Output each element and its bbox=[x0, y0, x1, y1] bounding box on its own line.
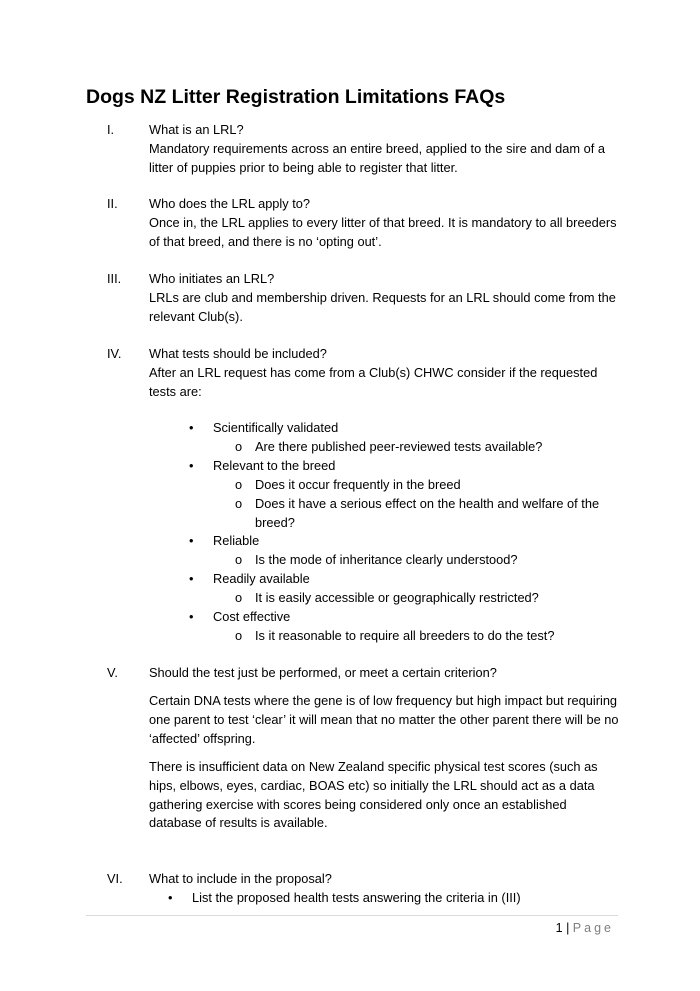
section-number: VI. bbox=[107, 871, 123, 886]
section-answer: After an LRL request has come from a Club(s) CHWC consider if the requested tests are: bbox=[149, 365, 598, 399]
section-question: Who does the LRL apply to? bbox=[149, 196, 311, 211]
criteria-item: • Readily available bbox=[213, 570, 310, 589]
page-label: Page bbox=[572, 921, 614, 935]
section-number: II. bbox=[107, 196, 118, 211]
section-paragraph: Certain DNA tests where the gene is of low frequency but high impact but requiring one parent to test ‘clear’ it will mean that no matter the other parent there will be no ‘affected’ offspring. bbox=[149, 693, 619, 746]
page-number: 1 bbox=[555, 921, 563, 935]
section-answer: Mandatory requirements across an entire breed, applied to the sire and dam of a litter of puppies prior to being able to register that litter. bbox=[149, 141, 605, 175]
document-title: Dogs NZ Litter Registration Limitations FAQs bbox=[86, 86, 506, 108]
section-question: What tests should be included? bbox=[149, 346, 327, 361]
criteria-subitem: o Does it have a serious effect on the health and welfare of the breed? bbox=[255, 495, 615, 533]
section-answer: LRLs are club and membership driven. Requests for an LRL should come from the relevant Club(s). bbox=[149, 290, 616, 324]
section-question: Should the test just be performed, or meet a certain criterion? bbox=[149, 665, 497, 680]
section-number: IV. bbox=[107, 346, 122, 361]
section-question: What to include in the proposal? bbox=[149, 871, 332, 886]
section-question: What is an LRL? bbox=[149, 122, 244, 137]
footer-separator: | bbox=[566, 921, 570, 935]
page-footer bbox=[556, 921, 614, 935]
section-paragraph: There is insufficient data on New Zealand specific physical test scores (such as hips, elbows, eyes, cardiac, BOAS etc) so initially the LRL should act as a data gathering exercise with scores being considered only once an established database of results is available. bbox=[149, 759, 598, 831]
section-answer: Once in, the LRL applies to every litter of that breed. It is mandatory to all breeders of that breed, and there is no ‘opting out’. bbox=[149, 215, 617, 249]
criteria-item: • Relevant to the breed bbox=[213, 457, 335, 476]
criteria-item: • Cost effective bbox=[213, 608, 290, 627]
section-question: Who initiates an LRL? bbox=[149, 271, 275, 286]
criteria-subitem: o Does it occur frequently in the breed bbox=[255, 476, 615, 495]
criteria-subitem: o It is easily accessible or geographically restricted? bbox=[255, 589, 615, 608]
criteria-item: • Scientifically validated bbox=[213, 419, 338, 438]
section-number: III. bbox=[107, 271, 122, 286]
criteria-item: • Reliable bbox=[213, 532, 259, 551]
criteria-subitem: o Is it reasonable to require all breeders to do the test? bbox=[255, 627, 615, 646]
criteria-subitem: o Are there published peer-reviewed tests available? bbox=[255, 438, 615, 457]
section-number: I. bbox=[107, 122, 115, 137]
section-number: V. bbox=[107, 665, 118, 680]
criteria-subitem: o Is the mode of inheritance clearly understood? bbox=[255, 551, 615, 570]
footer-divider bbox=[86, 915, 618, 916]
proposal-item: • List the proposed health tests answering the criteria in (III) bbox=[192, 889, 521, 908]
